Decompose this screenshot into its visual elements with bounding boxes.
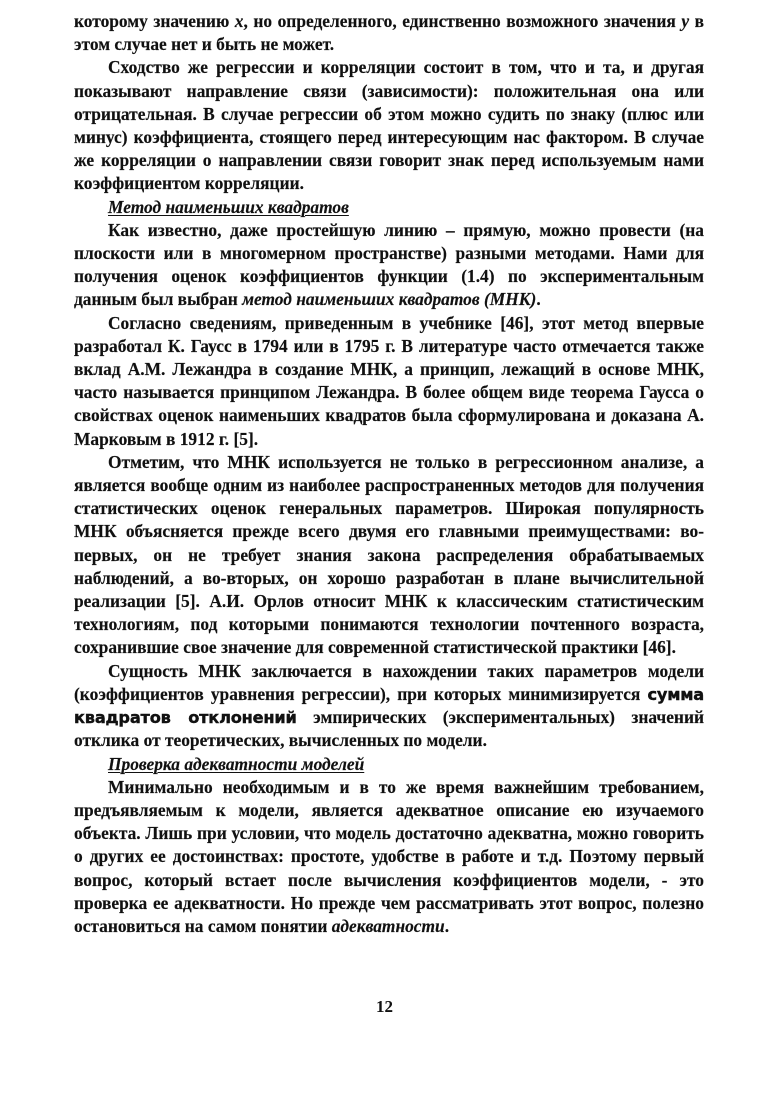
paragraph-continuation bbox=[74, 10, 704, 56]
paragraph-text: в этом случае нет и быть не может. bbox=[74, 11, 705, 55]
section-heading-adequacy: Проверка адекватности моделей bbox=[108, 753, 365, 774]
paragraph-popularity: Отметим, что МНК используется не только в регрессионном анализе, а является вообще одним из наиболее распространенных методов для получения статистических оценок генеральных параметров. Широкая популярность МНК объясняется прежде всего двумя его главными преимуществами: во-первых, он не требует знания закона распределения обрабатываемых наблюдений, а во-вторых, он хорошо разработан в плане вычислительной реализации [5]. А.И. Орлов относит МНК к классическим статистическим технологиям, под которыми понимаются технологии почтенного возраста, сохранившие свое значение для современной статистической практики [46]. bbox=[74, 451, 704, 658]
paragraph-text: которому значению bbox=[74, 11, 235, 31]
paragraph-text: Минимально необходимым и в то же время важнейшим требованием, предъявляемым к модели, является адекватное описание ею изучаемого объекта. Лишь при условии, что модель достаточно адекватна, можно говорить о других ее достоинствах: простоте, удобстве в работе и т.д. Поэтому первый вопрос, который встает после вычисления коэффициентов модели, - это проверка ее адекватности. Но прежде чем рассматривать этот вопрос, полезно остановиться на самом понятии bbox=[74, 776, 704, 936]
variable-x: x bbox=[234, 11, 244, 31]
document-page bbox=[74, 10, 704, 938]
paragraph-line-methods bbox=[74, 219, 704, 312]
paragraph-text: эмпирических (экспериментальных) значений отклика от теоретических, вычисленных по модели. bbox=[74, 707, 704, 751]
paragraph-regression-correlation: Сходство же регрессии и корреляции состоит в том, что и та, и другая показывают направление связи (зависимости): положительная она или отрицательная. В случае регрессии об этом можно судить по знаку (плюс или минус) коэффициента, стоящего перед интересующим нас фактором. В случае же корреляции о направлении связи говорит знак перед используемым нами коэффициентом корреляции. bbox=[74, 57, 704, 194]
paragraph-adequacy bbox=[74, 776, 704, 938]
variable-y: y bbox=[681, 11, 690, 31]
emphasis-text: метод наименьших квадратов (МНК) bbox=[242, 289, 537, 310]
paragraph-text: . bbox=[444, 915, 450, 936]
paragraph-text: Сущность МНК заключается в нахождении таких параметров модели (коэффициентов уравнения регрессии), при которых минимизируется bbox=[74, 660, 704, 704]
paragraph-essence bbox=[74, 660, 704, 753]
bold-emphasis-text: сумма квадратов отклонений bbox=[74, 684, 704, 728]
paragraph-text: Как известно, даже простейшую линию – прямую, можно провести (на плоскости или в многомерном пространстве) разными методами. Нами для получения оценок коэффициентов функции (1.4) по экспериментальным данным был выбран bbox=[74, 219, 704, 310]
emphasis-text: адекватности bbox=[331, 915, 445, 936]
section-heading-least-squares: Метод наименьших квадратов bbox=[108, 196, 349, 217]
page-number: 12 bbox=[376, 997, 393, 1016]
paragraph-text: , но определенного, единственно возможного значения bbox=[243, 11, 682, 31]
paragraph-history: Согласно сведениям, приведенным в учебнике [46], этот метод впервые разработал К. Гаусс в 1794 или в 1795 г. В литературе часто отмечается также вклад А.М. Лежандра в создание МНК, а принцип, лежащий в основе МНК, часто называется принципом Лежандра. В более общем виде теорема Гаусса о свойствах оценок наименьших квадратов была сформулирована и доказана А. Марковым в 1912 г. [5]. bbox=[74, 312, 704, 449]
paragraph-text: . bbox=[536, 289, 541, 310]
